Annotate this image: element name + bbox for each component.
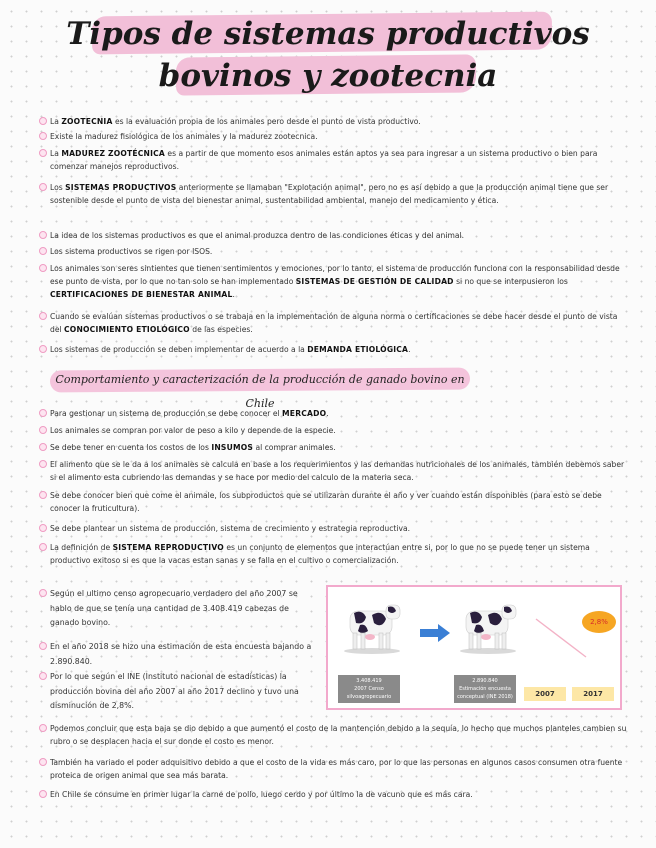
- list-item: En el año 2018 se hizo una estimación de esta encuesta bajando a 2.890.840.: [50, 640, 312, 669]
- bullet-icon: [39, 672, 47, 680]
- list-item: La definición de SISTEMA REPRODUCTIVO es un conjunto de elementos que interactúan entre si, por lo que no se puede tener un sistema productivo exitoso si es que la vacas estan sanas y se falla en el cultivo o comercialización.: [50, 541, 630, 567]
- list-item: Se debe plantear un sistema de producción, sistema de crecimiento y estrategia reproductiva.: [50, 522, 630, 535]
- estimate-2018-label: 2.890.840 Estimación encuesta conceptual (INE 2018): [454, 675, 516, 703]
- list-item: Se debe conocer bien que come el animale, los subproductos que se utilizaran durante el año y ver cuando están disponibles (para esto se debe conocer la fruticultura).: [50, 489, 630, 515]
- list-item: También ha variado el poder adquisitivo debido a que el costo de la vida es más caro, por lo que las personas en algunos casos consumen otra fuente proteica de origen animal que sea más barata.: [50, 756, 630, 782]
- bullet-icon: [39, 758, 47, 766]
- section-subtitle: Comportamiento y caracterización de la producción de ganado bovino en Chile: [50, 368, 470, 392]
- bullet-icon: [39, 117, 47, 125]
- list-item: Se debe tener en cuenta los costos de los INSUMOS al comprar animales.: [50, 441, 630, 454]
- bullet-icon: [39, 491, 47, 499]
- bullet-icon: [39, 790, 47, 798]
- list-item: En Chile se consume en primer lugar la carne de pollo, luego cerdo y por último la de vacuno que es más cara.: [50, 788, 630, 801]
- page-title-line2: bovinos y zootecnia: [158, 58, 498, 94]
- bullet-icon: [39, 231, 47, 239]
- bullet-icon: [39, 264, 47, 272]
- list-item: Los sistemas de producción se deben implementar de acuerdo a la DEMANDA ETIOLÓGICA.: [50, 343, 630, 356]
- right-arrow-icon: [418, 623, 452, 643]
- bullet-icon: [39, 345, 47, 353]
- list-item: Cuando se evalúan sistemas productivos o se trabaja en la implementación de alguna norma o certificaciones se debe hacer desde el punto de vista del CONOCIMIENTO ETIOLÓGICO de las especies.: [50, 310, 630, 336]
- bullet-icon: [39, 589, 47, 597]
- list-item: La MADUREZ ZOOTÉCNICA es a partir de que momento esos animales están aptos ya sea para ingresar a un sistema productivo o bien para comenzar manejos reproductivos.: [50, 147, 630, 173]
- bullet-icon: [39, 426, 47, 434]
- cattle-census-figure: [326, 585, 622, 710]
- bullet-icon: [39, 443, 47, 451]
- census-2007-label: 3.408.419 2007 Censo silvoagropecuario: [338, 675, 400, 703]
- list-item: La idea de los sistemas productivos es que el animal produzca dentro de las condiciones éticas y del animal.: [50, 229, 630, 242]
- list-item: El alimento que se le da a los animales se calcula en base a los requerimientos y las demandas nutricionales de los animales, también debemos saber si el alimento esta cubriendo las demandas y se hace por medio del calculo de la materia seca.: [50, 458, 630, 484]
- list-item: Los SISTEMAS PRODUCTIVOS anteriormente se llamaban "Explotación animal", pero no es así debido a que la producción animal tiene que ser sostenible desde el punto de vista del bienestar animal, sustentabilidad ambiental, manejo del medicamiento y ética.: [50, 181, 630, 207]
- year-2017-label: 2017: [572, 687, 614, 701]
- bullet-icon: [39, 149, 47, 157]
- list-item: Los sistema productivos se rigen por ISOS.: [50, 245, 630, 258]
- bullet-icon: [39, 460, 47, 468]
- bullet-icon: [39, 409, 47, 417]
- list-item: La ZOOTECNIA es la evaluación propia de los animales pero desde el punto de vista productivo.: [50, 115, 630, 128]
- list-item: Los animales son seres sintientes que tienen sentimientos y emociones, por lo tanto, el sistema de producción funciona con la responsabilidad desde ese punto de vista, por lo que no tan solo se han implementado SISTEMAS DE GESTIÓN DE CALIDAD si no que se interpusieron los CERTIFICACIONES DE BIENESTAR ANIMAL.: [50, 262, 630, 301]
- year-2007-label: 2007: [524, 687, 566, 701]
- list-item: Existe la madurez fisiológica de los animales y la madurez zootecnica.: [50, 130, 630, 143]
- bullet-icon: [39, 724, 47, 732]
- list-item: Para gestionar un sistema de producción se debe conocer el MERCADO.: [50, 407, 630, 420]
- list-item: Los animales se compran por valor de peso a kilo y depende de la especie.: [50, 424, 630, 437]
- bullet-icon: [39, 132, 47, 140]
- cow-image-2007: [336, 595, 408, 655]
- bullet-icon: [39, 312, 47, 320]
- bullet-icon: [39, 543, 47, 551]
- list-item: Podemos concluir que esta baja se dio debido a que aumentó el costo de la mantención debido a la sequía, lo hecho que muchos planteles cambien su rubro o se desplacen hacia el sur donde el costo es menor.: [50, 722, 630, 748]
- bullet-icon: [39, 524, 47, 532]
- decline-percent-badge: 2,8%: [582, 611, 616, 633]
- list-item: Por lo que según el INE (Instituto nacional de estadísticas) la producción bovina del año 2007 al año 2017 declino y tuvo una disminución de 2,8%.: [50, 670, 312, 714]
- page-title-line1: Tipos de sistemas productivos: [66, 16, 590, 52]
- list-item: Según el ultimo censo agropecuario verdadero del año 2007 se hablo de que se tenía una cantidad de 3.408.419 cabezas de ganado bovino.: [50, 587, 312, 631]
- bullet-icon: [39, 642, 47, 650]
- cow-image-2018: [452, 595, 524, 655]
- bullet-icon: [39, 183, 47, 191]
- bullet-icon: [39, 247, 47, 255]
